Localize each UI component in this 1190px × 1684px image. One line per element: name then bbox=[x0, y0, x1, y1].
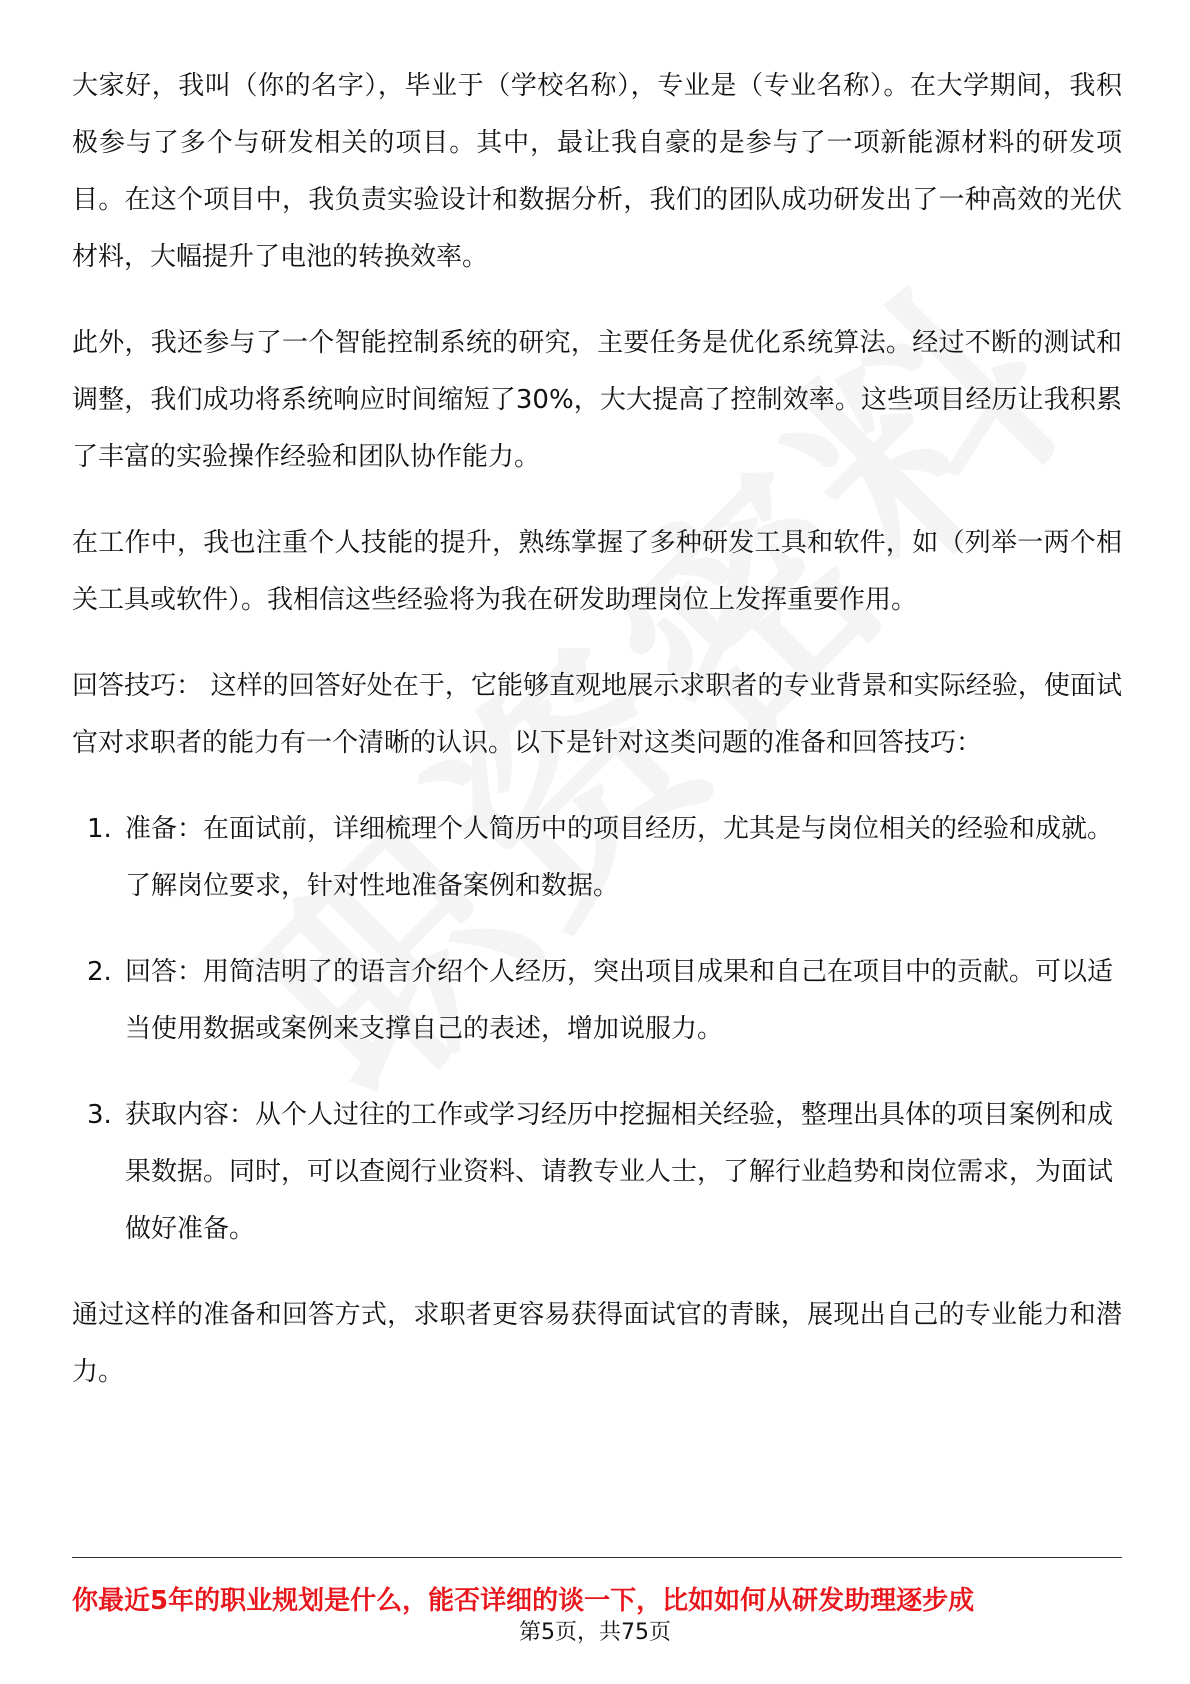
list-item-text: 获取内容：从个人过往的工作或学习经历中挖掘相关经验，整理出具体的项目案例和成果数据。同时，可以查阅行业资料、请教专业人士，了解行业趋势和岗位需求，为面试做好准备。 bbox=[125, 1100, 1114, 1244]
list-item-number: 2. bbox=[87, 957, 112, 987]
answer-paragraph-2: 此外，我还参与了一个智能控制系统的研究，主要任务是优化系统算法。经过不断的测试和调整，我们成功将系统响应时间缩短了30%，大大提高了控制效率。这些项目经历让我积累了丰富的实验操作经验和团队协作能力。 bbox=[72, 328, 1122, 472]
list-item-text: 准备：在面试前，详细梳理个人简历中的项目经历，尤其是与岗位相关的经验和成就。了解岗位要求，针对性地准备案例和数据。 bbox=[125, 814, 1114, 901]
tips-list bbox=[72, 801, 1122, 1258]
list-item-number: 3. bbox=[87, 1100, 112, 1130]
answer-paragraph-3: 在工作中，我也注重个人技能的提升，熟练掌握了多种研发工具和软件，如（列举一两个相关工具或软件）。我相信这些经验将为我在研发助理岗位上发挥重要作用。 bbox=[72, 528, 1122, 615]
list-item bbox=[72, 1087, 1122, 1258]
next-question-heading: 你最近5年的职业规划是什么，能否详细的谈一下，比如如何从研发助理逐步成 bbox=[72, 1586, 975, 1616]
list-item bbox=[72, 944, 1122, 1058]
list-item bbox=[72, 801, 1122, 915]
conclusion-paragraph: 通过这样的准备和回答方式，求职者更容易获得面试官的青睐，展现出自己的专业能力和潜力。 bbox=[72, 1300, 1122, 1387]
list-item-text: 回答：用简洁明了的语言介绍个人经历，突出项目成果和自己在项目中的贡献。可以适当使用数据或案例来支撑自己的表述，增加说服力。 bbox=[125, 957, 1114, 1044]
section-divider bbox=[72, 1557, 1122, 1558]
answer-paragraph-1: 大家好，我叫（你的名字），毕业于（学校名称），专业是（专业名称）。在大学期间，我积极参与了多个与研发相关的项目。其中，最让我自豪的是参与了一项新能源材料的研发项目。在这个项目中，我负责实验设计和数据分析，我们的团队成功研发出了一种高效的光伏材料，大幅提升了电池的转换效率。 bbox=[72, 71, 1122, 272]
tips-intro-paragraph: 回答技巧： 这样的回答好处在于，它能够直观地展示求职者的专业背景和实际经验，使面试官对求职者的能力有一个清晰的认识。以下是针对这类问题的准备和回答技巧： bbox=[72, 671, 1122, 758]
page-number: 第5页，共75页 bbox=[519, 1620, 671, 1645]
list-item-number: 1. bbox=[87, 814, 112, 844]
document-body bbox=[72, 58, 1122, 1430]
